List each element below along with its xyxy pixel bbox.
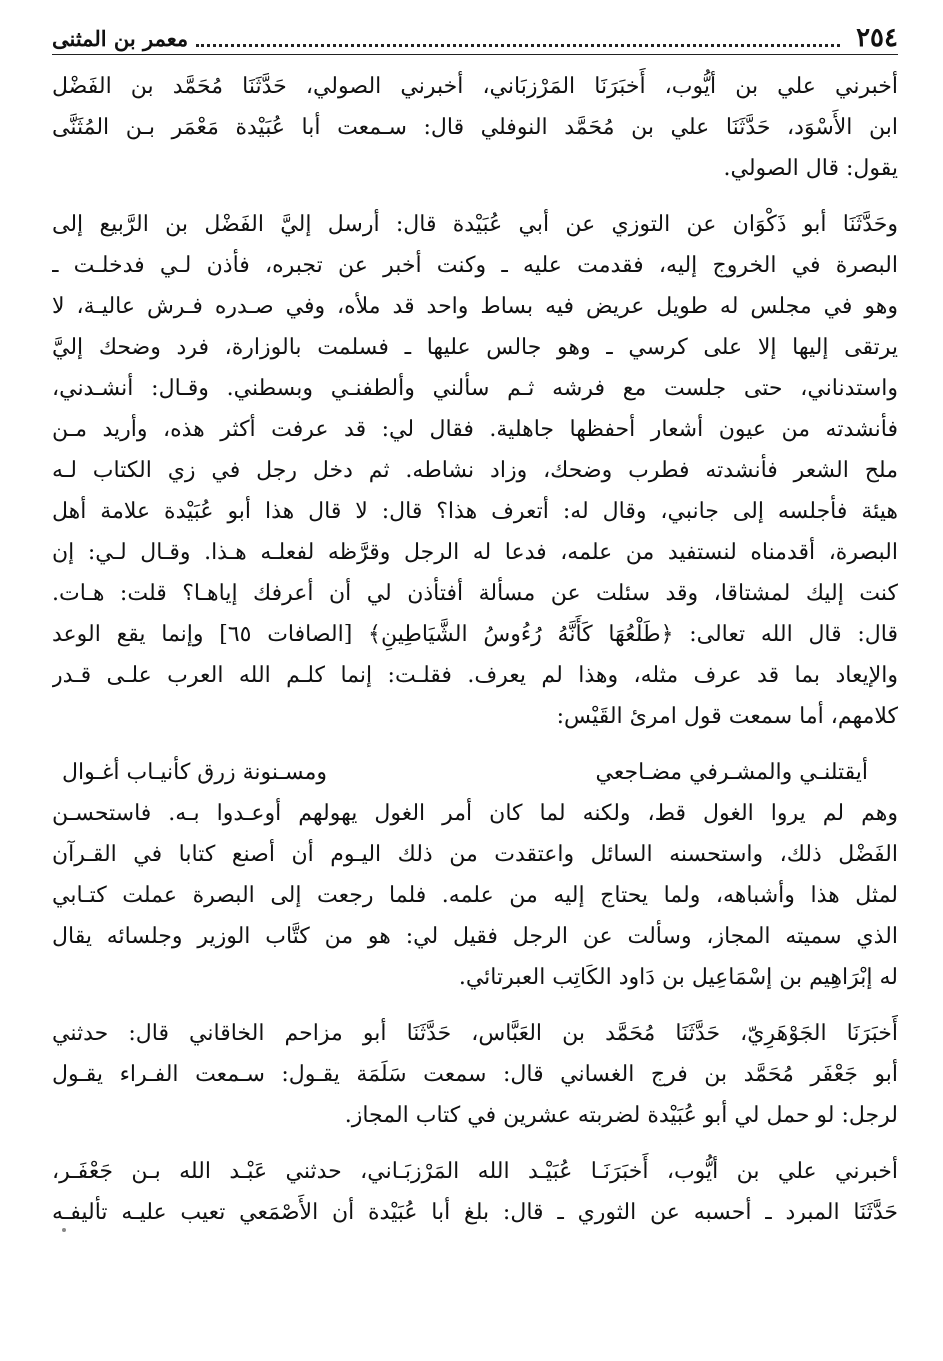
text-line: واستدناني، حتى جلست مع فرشه ثـم سألني وألطفنـي وبسطني. وقـال: أنشـدني، [52,376,898,401]
text-line: أخبرني علي بن أيُّوب، أَخبَرَنَا المَرْزبَاني، أخبرني الصولي، حَدَّثَنَا مُحَمَّد بن الفَضْل [52,74,898,99]
text-line: هيئة فأجلسه إلى جانبي، وقال له: أتعرف هذا؟ قال: لا قال هذا أبو عُبَيْدة علامة أهل [52,499,898,524]
text-line: فأنشدته من عيون أشعار أحفظها جاهلية. فقال لي: قد عرفت أكثر هذه، وأريد مـن [52,417,898,442]
paragraph [52,1013,898,1136]
text-line: الفَضْل ذلك، واستحسنه السائل واعتقدت من ذلك اليـوم أن أصنع كتابا في القـرآن [52,842,898,867]
text-line: وحَدَّثَنَا أبو ذَكْوَان عن التوزي عن أبي عُبَيْدة قال: أرسل إليَّ الفَضْل بن الرَّبيع إلى [52,212,898,237]
scan-speck [62,1228,66,1232]
text-line: حَدَّثَنَا المبرد ـ أحسبه عن الثوري ـ قال: بلغ أبا عُبَيْدة أن الأَصْمَعي تعيب عليـه تأليفـه [52,1200,898,1225]
text-line: والإيعاد بما قد عرف مثله، وهذا لم يعرف. فقلـت: إنما كلـم الله العرب علـى قـدر [52,663,898,688]
text-line: لمثل هذا وأشباهه، ولما يحتاج إليه من علمه. فلما رجعت إلى البصرة عملت كتـابي [52,883,898,908]
text-line: وهو في مجلس له طويل عريض فيه بساط واحد قد ملأه، وفي صـدره فـرش عاليـة، لا [52,294,898,319]
poem-first-hemistich: أيقتلنـي والمشـرفي مضـاجعي [595,760,868,785]
text-line: البصرة، أقدمناه لنستفيد من علمه، فدعا له الرجل وقرَّظه لفعلـه هـذا. وقـال لـي: إن [52,540,898,565]
text-line: له إبْرَاهِيم بن إسْمَاعِيل بن دَاود الكَاتِب العبرتائي. [458,965,898,990]
text-line: ابن الأَسْوَد، حَدَّثَنَا علي بن مُحَمَّد النوفلي قال: سـمعت أبا عُبَيْدة مَعْمَر بـن المُثَنَّى [52,115,898,140]
header-leader-dots [196,44,840,47]
text-line: وهم لم يروا الغول قط، ولكنه لما كان أمر الغول يهولهم أوعـدوا بـه. فاستحسـن [52,801,898,826]
paragraph [52,793,898,998]
page-number: ٢٥٤ [856,23,898,53]
text-line: الذي سميته المجاز، وسألت عن الرجل فقيل لي: هو من كتَّاب الوزير وجلسائه يقال [52,924,898,949]
paragraph [52,204,898,737]
running-title: معمر بن المثنى [52,25,189,51]
text-line: كلامهم، أما سمعت قول امرئ القَيْس: [556,704,898,729]
text-line: يقول: قال الصولي. [723,156,898,181]
poem-verse [52,752,898,793]
text-line: البصرة في الخروج إليه، فقدمت عليه ـ وكنت أخبر عن تجبره، فأذن لـي فدخلـت ـ [52,253,898,278]
page-body [52,66,898,1233]
running-header [52,22,898,55]
text-line: كنت إليك لمشتاقا، وقد سئلت عن مسألة أفتأذن لي أن أعرفك إياهـا؟ قلت: هـات. [52,581,898,606]
text-line: لرجل: لو حمل لي أبو عُبَيْدة لضربته عشرين في كتاب المجاز. [344,1103,898,1128]
text-line: قال: قال الله تعالى: ﴿طَلْعُهَا كَأَنَّهُ رُءُوسُ الشَّيَاطِينِ﴾ [الصافات ٦٥] وإنما يقع الوعد [52,622,898,647]
poem-second-hemistich: ومسـنونة زرق كأنيـاب أغـوال [62,760,328,785]
text-line: أبو جَعْفَر مُحَمَّد بن فرج الغساني قال: سمعت سَلَمَة يقـول: سـمعت الفـراء يقـول [52,1062,898,1087]
paragraph [52,66,898,189]
text-line: ملح الشعر فأنشدته فطرب وضحك، وزاد نشاطه. ثم دخل رجل في زي الكتاب لـه [52,458,898,483]
paragraph [52,1151,898,1233]
text-line: أخبرني علي بن أيُّوب، أَخبَرَنَـا عُبَيْـد الله المَرْزبَـاني، حدثني عَبْـد الله بـن جَعْفَـر، [52,1159,898,1184]
text-line: أَخبَرَنَا الجَوْهَرِيّ، حَدَّثَنَا مُحَمَّد بن العَبَّاس، حَدَّثَنَا أبو مزاحم الخاقاني قال: حدثني [52,1021,898,1046]
text-line: يرتقى إليها إلا على كرسي ـ وهو جالس عليها ـ فسلمت بالوزارة، فرد وضحك إليَّ [52,335,898,360]
